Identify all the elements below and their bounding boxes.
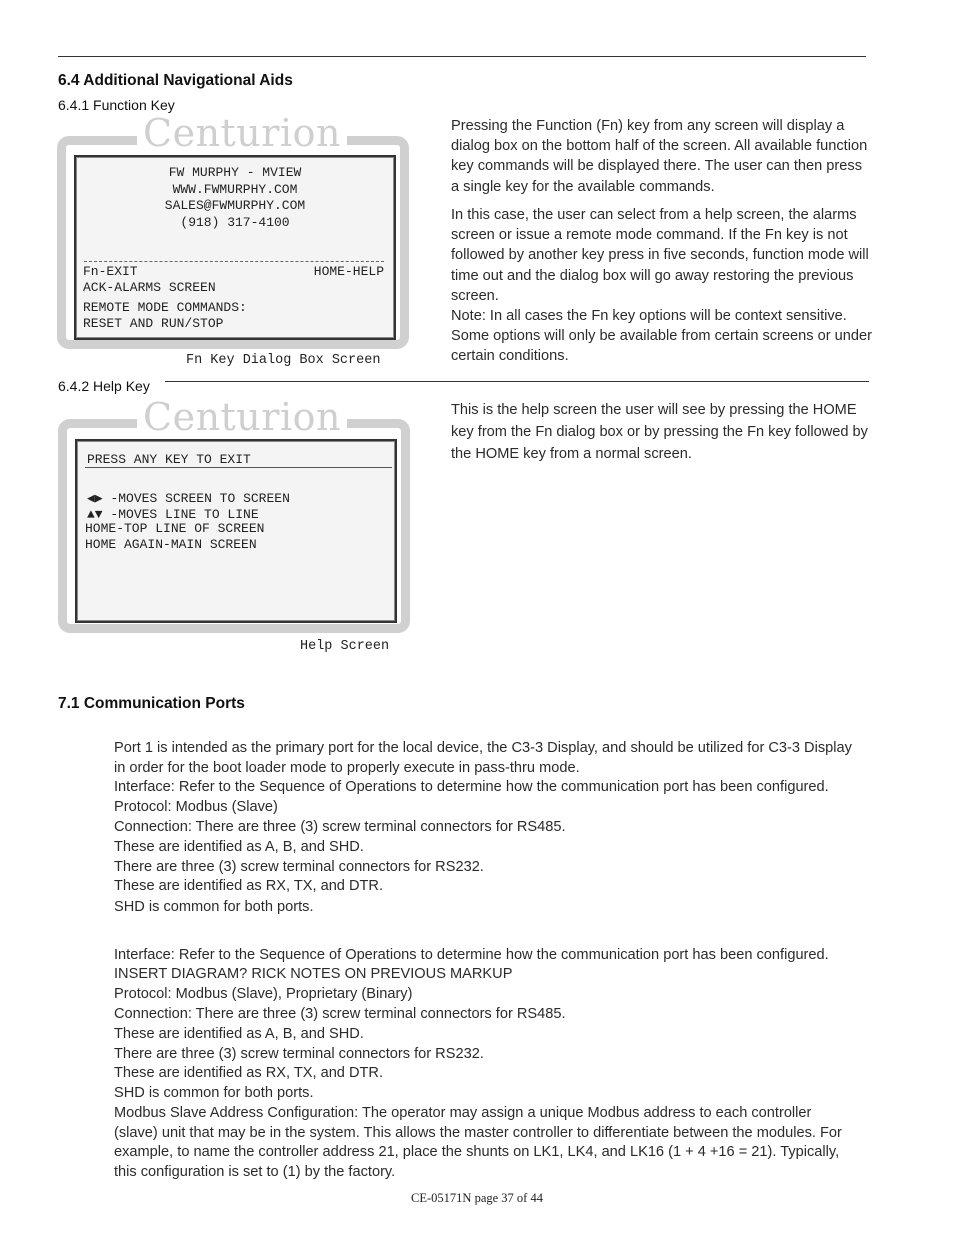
screen-line: (918) 317-4100	[180, 214, 290, 230]
body-line: INSERT DIAGRAM? RICK NOTES ON PREVIOUS MARKUP	[114, 966, 513, 982]
body-line: Connection: There are three (3) screw terminal connectors for RS485.	[114, 819, 566, 835]
fn-dialog-caption: Fn Key Dialog Box Screen	[186, 353, 381, 368]
screen-line: FW MURPHY - MVIEW	[168, 165, 302, 180]
help-screen	[75, 439, 397, 623]
fn-key-paragraph-1: Pressing the Function (Fn) key from any screen will display a dialog box on the bottom half of the screen. All available function key commands will be displayed there. The user can then press a single key for the available commands.	[451, 118, 868, 195]
left-right-arrows-icon: ◀▶	[87, 491, 103, 506]
remote-commands-label: REMOTE MODE COMMANDS:	[83, 300, 247, 315]
body-line: These are identified as A, B, and SHD.	[114, 1026, 364, 1042]
fn-exit-label: Fn-EXIT	[83, 264, 138, 279]
up-down-arrows-icon: ▲▼	[87, 507, 103, 522]
body-line: Interface: Refer to the Sequence of Operations to determine how the communication port has been configured.	[114, 947, 829, 963]
screen-line: WWW.FWMURPHY.COM	[172, 181, 298, 197]
home-top-line: HOME-TOP LINE OF SCREEN	[85, 521, 265, 536]
body-line: Interface: Refer to the Sequence of Operations to determine how the communication port has been configured.	[114, 779, 829, 795]
press-any-key-label: PRESS ANY KEY TO EXIT	[87, 452, 251, 467]
top-rule	[58, 56, 866, 57]
subsection-heading-function-key: 6.4.1 Function Key	[58, 97, 175, 113]
centurion-logo: Centurion	[137, 397, 347, 437]
centurion-logo: Centurion	[137, 113, 347, 153]
reset-run-label: RESET AND RUN/STOP	[83, 316, 224, 331]
page-footer: CE-05171N page 37 of 44	[411, 1191, 543, 1205]
body-line: These are identified as RX, TX, and DTR.	[114, 1065, 384, 1081]
dialog-divider	[84, 261, 384, 262]
body-line: These are identified as RX, TX, and DTR.	[114, 878, 384, 894]
section-heading-7-1: 7.1 Communication Ports	[58, 695, 245, 712]
home-help-label: HOME-HELP	[313, 264, 384, 279]
screen-line: SALES@FWMURPHY.COM	[164, 198, 306, 213]
body-line: SHD is common for both ports.	[114, 899, 314, 915]
body-line: in order for the boot loader mode to properly execute in pass-thru mode.	[114, 760, 580, 776]
body-line: Modbus Slave Address Configuration: The operator may assign a unique Modbus address to each controller	[114, 1105, 812, 1121]
body-line: Protocol: Modbus (Slave), Proprietary (Binary)	[114, 986, 413, 1002]
fn-key-note: Note: In all cases the Fn key options will be context sensitive. Some options will only be available from certain screens or under certain conditions.	[451, 308, 872, 365]
subsection-heading-help-key: 6.4.2 Help Key	[58, 378, 150, 394]
body-line: Protocol: Modbus (Slave)	[114, 799, 278, 815]
body-line: example, to name the controller address 21, place the shunts on LK1, LK4, and LK16 (1 + 4 +16 = 21). Typically,	[114, 1144, 840, 1160]
help-line-text: -MOVES SCREEN TO SCREEN	[102, 491, 290, 506]
body-line: These are identified as A, B, and SHD.	[114, 839, 364, 855]
body-line: There are three (3) screw terminal connectors for RS232.	[114, 859, 484, 875]
fn-key-paragraph-2: In this case, the user can select from a help screen, the alarms screen or issue a remote mode command. If the Fn key is not followed by another key press in five seconds, function mode will time out and the dialog box will go away restoring the previous screen.	[451, 207, 869, 304]
help-divider	[85, 467, 392, 468]
ack-alarms-label: ACK-ALARMS SCREEN	[83, 280, 216, 295]
body-line: There are three (3) screw terminal connectors for RS232.	[114, 1046, 484, 1062]
body-line: SHD is common for both ports.	[114, 1085, 314, 1101]
body-line: (slave) unit that may be in the system. This allows the master controller to differentiate between the modules. For	[114, 1125, 842, 1141]
section-heading-6-4: 6.4 Additional Navigational Aids	[58, 72, 293, 89]
fn-dialog-screen	[74, 155, 396, 340]
body-line: Port 1 is intended as the primary port for the local device, the C3-3 Display, and should be utilized for C3-3 Display	[114, 740, 852, 756]
help-key-paragraph: This is the help screen the user will see by pressing the HOME key from the Fn dialog box or by pressing the Fn key followed by the HOME key from a normal screen.	[451, 402, 868, 462]
help-line-text: -MOVES LINE TO LINE	[102, 507, 259, 522]
screen-header-lines	[76, 165, 394, 231]
section-rule	[165, 381, 869, 382]
body-line: this configuration is set to (1) by the factory.	[114, 1164, 396, 1180]
body-line: Connection: There are three (3) screw terminal connectors for RS485.	[114, 1006, 566, 1022]
help-screen-caption: Help Screen	[300, 639, 390, 654]
home-again-line: HOME AGAIN-MAIN SCREEN	[85, 537, 257, 552]
